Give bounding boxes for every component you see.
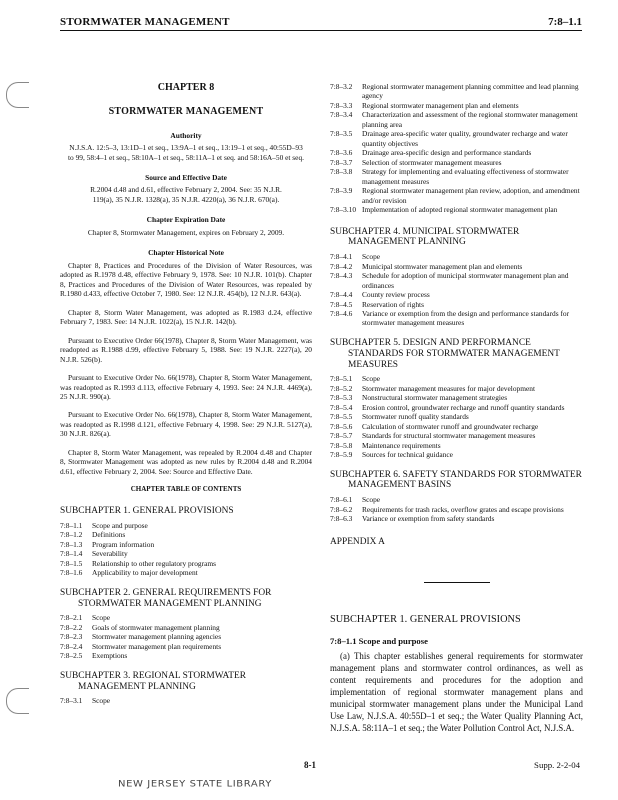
toc-entry-number: 7:8–4.4 (330, 290, 353, 300)
continued-toc (330, 82, 583, 215)
toc-entry-number: 7:8–3.9 (330, 186, 353, 196)
toc-entry-title: Strategy for implementing and evaluating effectiveness of stormwater management measures (362, 167, 569, 186)
toc-entry-number: 7:8–3.6 (330, 148, 353, 158)
toc-entry (60, 623, 312, 632)
subchapter-heading: SUBCHAPTER 2. GENERAL REQUIREMENTS FOR STORMWATER MANAGEMENT PLANNING (60, 587, 272, 609)
toc-entry-number: 7:8–2.4 (60, 641, 83, 651)
library-stamp: NEW JERSEY STATE LIBRARY (118, 779, 272, 790)
history-paragraph: Chapter 8, Practices and Procedures of the Division of Water Resources, was adopted as R.1978 d.48, effective February 9, 1978. See: 10 N.J.R. 101(b). Chapter 8, Practices and Procedures of the Division of Water Resources, was repealed by R.1980 d.433, effective October 7, 1980. See: 12 N.J.R. 454(b), 12 N.J.R. 643(a). (60, 260, 312, 299)
right-column (330, 82, 583, 735)
toc-entry (60, 530, 312, 539)
toc-entry-title: Variance or exemption from the design and performance standards for stormwater management measures (362, 309, 570, 328)
toc-entry-title: Scope and purpose (92, 521, 148, 531)
toc-entry-title: Scope (362, 495, 381, 505)
left-table-of-contents (60, 506, 312, 706)
toc-entry (330, 422, 583, 431)
toc-entry-number: 7:8–1.4 (60, 549, 83, 559)
history-paragraph: Chapter 8, Storm Water Management, was repealed by R.2004 d.48 and Chapter 8, Stormwater Management was adopted as new rules by R.2004 d.48 and R.2004 d.61, effective February 2, 2004. See: Source and Effective Date. (60, 447, 312, 476)
toc-entry (330, 101, 583, 110)
toc-entry (330, 82, 583, 101)
binder-hole (6, 688, 29, 714)
section-heading: 7:8–1.1 Scope and purpose (330, 635, 428, 646)
section-divider (424, 582, 490, 583)
toc-entry (60, 521, 312, 530)
right-table-of-contents (330, 227, 583, 524)
toc-entry (330, 158, 583, 167)
toc-entry-number: 7:8–4.5 (330, 299, 353, 309)
page-number: 8-1 (304, 760, 316, 770)
toc-entry-number: 7:8–5.7 (330, 431, 353, 441)
toc-list (330, 252, 583, 328)
toc-entry (330, 300, 583, 309)
toc-entry-title: County review process (362, 290, 430, 300)
toc-entry-title: Erosion control, groundwater recharge and runoff quantity standards (362, 402, 565, 412)
toc-entry (330, 441, 583, 450)
toc-entry-title: Severability (92, 549, 128, 559)
toc-entry-title: Standards for structural stormwater management measures (362, 431, 536, 441)
binder-hole (6, 82, 29, 108)
toc-entry-number: 7:8–3.1 (60, 696, 83, 706)
authority-text: N.J.S.A. 12:5–3, 13:1D–1 et seq., 13:9A–1 et seq., 13:19–1 et seq., 40:55D–93 to 99, 58:4–1 et seq., 58:10A–1 et seq., 58:11A–1 et seq. and 58:16A–50 et seq. (68, 143, 304, 162)
toc-entry-number: 7:8–4.3 (330, 271, 353, 281)
toc-entry (330, 271, 583, 290)
toc-entry-number: 7:8–5.2 (330, 383, 353, 393)
toc-entry (60, 696, 312, 705)
subchapter-heading: SUBCHAPTER 4. MUNICIPAL STORMWATER MANAGEMENT PLANNING (330, 226, 520, 248)
toc-entry-number: 7:8–3.7 (330, 157, 353, 167)
history-paragraph: Pursuant to Executive Order No. 66(1978), Chapter 8, Storm Water Management, was readopted as R.1998 d.121, effective February 4, 1998. See: 29 N.J.R. 5127(a), 30 N.J.R. 826(a). (60, 410, 312, 439)
toc-entry-title: Program information (92, 539, 155, 549)
toc-entry-title: Calculation of stormwater runoff and groundwater recharge (362, 421, 539, 431)
running-header (60, 16, 582, 31)
toc-entry-title: Variance or exemption from safety standards (362, 514, 495, 524)
appendix-entry: APPENDIX A (330, 536, 385, 547)
toc-heading: CHAPTER TABLE OF CONTENTS (130, 485, 242, 494)
history-notes (60, 261, 312, 476)
toc-entry (330, 148, 583, 157)
toc-entry-title: Regional stormwater management plan review, adoption, and amendment and/or revision (362, 186, 580, 205)
toc-entry-title: Schedule for adoption of municipal stormwater management plan and ordinances (362, 271, 569, 290)
toc-entry (330, 412, 583, 421)
toc-entry-number: 7:8–2.3 (60, 632, 83, 642)
supplement-date: Supp. 2-2-04 (534, 760, 580, 770)
expiration-text: Chapter 8, Stormwater Management, expires on February 2, 2009. (87, 227, 285, 237)
toc-entry (330, 384, 583, 393)
subchapter-heading: SUBCHAPTER 3. REGIONAL STORMWATER MANAGEMENT PLANNING (60, 670, 246, 692)
toc-entry (60, 549, 312, 558)
toc-entry-number: 7:8–1.1 (60, 521, 83, 531)
toc-entry-title: Relationship to other regulatory programs (92, 558, 216, 568)
toc-entry-number: 7:8–3.4 (330, 110, 353, 120)
header-section-number: 7:8–1.1 (548, 16, 582, 28)
toc-entry-title: Reservation of rights (362, 299, 424, 309)
toc-entry-number: 7:8–6.3 (330, 514, 353, 524)
toc-entry (60, 568, 312, 577)
body-subchapter-heading: SUBCHAPTER 1. GENERAL PROVISIONS (330, 613, 521, 625)
toc-entry-title: Selection of stormwater management measures (362, 157, 502, 167)
toc-entry-title: Sources for technical guidance (362, 450, 453, 460)
toc-entry-title: Stormwater management plan requirements (92, 641, 222, 651)
toc-entry (330, 252, 583, 261)
toc-entry (330, 450, 583, 459)
toc-entry-number: 7:8–3.10 (330, 205, 357, 215)
chapter-label: CHAPTER 8 (157, 82, 215, 93)
toc-entry-title: Stormwater management planning agencies (92, 632, 222, 642)
toc-entry-number: 7:8–1.5 (60, 558, 83, 568)
toc-entry-number: 7:8–4.2 (330, 261, 353, 271)
toc-entry-title: Applicability to major development (92, 568, 198, 578)
toc-entry-number: 7:8–1.6 (60, 568, 83, 578)
toc-entry (330, 374, 583, 383)
toc-entry (330, 403, 583, 412)
toc-entry-title: Drainage area-specific design and performance standards (362, 148, 532, 158)
toc-entry (330, 514, 583, 523)
toc-entry (60, 559, 312, 568)
history-heading: Chapter Historical Note (148, 248, 224, 258)
toc-entry-title: Exemptions (92, 651, 128, 661)
toc-entry-number: 7:8–1.3 (60, 539, 83, 549)
toc-entry (330, 110, 583, 129)
toc-entry (330, 505, 583, 514)
subchapter-heading: SUBCHAPTER 1. GENERAL PROVISIONS (60, 506, 234, 517)
toc-entry-title: Implementation of adopted regional stormwater management plan (362, 205, 558, 215)
toc-entry-title: Definitions (92, 530, 126, 540)
section-body-text: (a) This chapter establishes general requirements for stormwater management plans and stormwater control ordinances, as well as content requirements and procedures for the adoption and implementation of regional stormwater management plans and municipal stormwater management plans under the Municipal Land Use Law, N.J.S.A. 40:55D–1 et seq.; the Water Quality Planning Act, N.J.S.A. 58:11A–1 et seq.; the Water Pollution Control Act, N.J.S.A. (330, 650, 583, 734)
toc-entry-number: 7:8–5.6 (330, 421, 353, 431)
history-paragraph: Chapter 8, Storm Water Management, was adopted as R.1983 d.24, effective February 7, 1983. See: 14 N.J.R. 1022(a), 15 N.J.R. 142(b). (60, 307, 312, 327)
toc-list (60, 613, 312, 660)
toc-entry-number: 7:8–4.1 (330, 252, 353, 262)
toc-entry (330, 205, 583, 214)
toc-entry-title: Stormwater runoff quality standards (362, 412, 469, 422)
toc-entry-number: 7:8–5.1 (330, 374, 353, 384)
toc-entry-number: 7:8–3.5 (330, 129, 353, 139)
toc-entry (330, 393, 583, 402)
toc-entry-number: 7:8–5.8 (330, 440, 353, 450)
authority-heading: Authority (170, 130, 202, 140)
toc-list (330, 374, 583, 459)
toc-entry (60, 613, 312, 622)
toc-entry-title: Maintenance requirements (362, 440, 441, 450)
history-paragraph: Pursuant to Executive Order No. 66(1978), Chapter 8, Storm Water Management, was readopted as R.1993 d.113, effective February 4, 1993. See: 24 N.J.R. 4469(a), 25 N.J.R. 990(a). (60, 373, 312, 401)
source-heading: Source and Effective Date (145, 173, 227, 182)
toc-entry-number: 7:8–3.2 (330, 82, 353, 91)
left-column (60, 82, 312, 706)
toc-entry (330, 431, 583, 440)
toc-list (60, 696, 312, 705)
toc-entry-number: 7:8–2.2 (60, 622, 83, 632)
toc-entry-number: 7:8–6.1 (330, 495, 353, 505)
toc-entry-number: 7:8–1.2 (60, 530, 83, 540)
toc-entry (330, 186, 583, 205)
toc-entry-title: Drainage area-specific water quality, groundwater recharge and water quantity objectives (362, 129, 568, 148)
toc-entry-title: Characterization and assessment of the regional stormwater management planning area (362, 110, 578, 129)
toc-list (330, 495, 583, 523)
toc-entry-title: Stormwater management measures for major development (362, 383, 536, 393)
toc-entry-number: 7:8–3.3 (330, 100, 353, 110)
toc-entry-title: Municipal stormwater management plan and elements (362, 261, 523, 271)
toc-entry (330, 167, 583, 186)
chapter-name: STORMWATER MANAGEMENT (108, 105, 264, 117)
history-paragraph: Pursuant to Executive Order 66(1978), Chapter 8, Storm Water Management, was readopted as R.1988 d.99, effective February 5, 1988. See: 19 N.J.R. 2227(a), 20 N.J.R. 526(b). (60, 335, 312, 364)
toc-entry-number: 7:8–6.2 (330, 504, 353, 514)
expiration-heading: Chapter Expiration Date (146, 215, 226, 225)
toc-entry-title: Scope (362, 252, 381, 262)
toc-entry (330, 262, 583, 271)
toc-entry (60, 651, 312, 660)
toc-entry-number: 7:8–2.5 (60, 651, 83, 661)
toc-entry-number: 7:8–5.5 (330, 412, 353, 422)
subchapter-heading: SUBCHAPTER 6. SAFETY STANDARDS FOR STORMWATER MANAGEMENT BASINS (330, 469, 582, 491)
toc-entry (60, 540, 312, 549)
toc-entry-title: Scope (92, 696, 111, 706)
toc-entry (60, 642, 312, 651)
toc-entry-number: 7:8–5.4 (330, 402, 353, 412)
toc-entry-title: Regional stormwater management planning committee and lead planning agency (362, 82, 579, 101)
toc-entry (330, 309, 583, 328)
subchapter-heading: SUBCHAPTER 5. DESIGN AND PERFORMANCE STANDARDS FOR STORMWATER MANAGEMENT MEASURES (330, 337, 560, 370)
toc-entry-number: 7:8–2.1 (60, 613, 83, 623)
toc-entry (330, 290, 583, 299)
toc-entry-number: 7:8–3.8 (330, 167, 353, 177)
toc-entry (330, 129, 583, 148)
source-text: R.2004 d.48 and d.61, effective February 2, 2004. See: 35 N.J.R. 119(a), 35 N.J.R. 1328(a), 35 N.J.R. 4220(a), 36 N.J.R. 670(a). (90, 185, 282, 204)
toc-entry-title: Scope (362, 374, 381, 384)
toc-entry (330, 495, 583, 504)
toc-list (60, 521, 312, 578)
toc-entry (60, 632, 312, 641)
toc-entry-number: 7:8–4.6 (330, 309, 353, 318)
toc-entry-title: Requirements for trash racks, overflow grates and escape provisions (362, 504, 564, 514)
toc-entry-title: Nonstructural stormwater management strategies (362, 393, 508, 403)
toc-entry-title: Scope (92, 613, 111, 623)
toc-entry-number: 7:8–5.9 (330, 450, 353, 460)
header-title: STORMWATER MANAGEMENT (60, 16, 230, 28)
toc-entry-title: Regional stormwater management plan and elements (362, 100, 519, 110)
toc-entry-number: 7:8–5.3 (330, 393, 353, 403)
toc-entry-title: Goals of stormwater management planning (92, 622, 220, 632)
